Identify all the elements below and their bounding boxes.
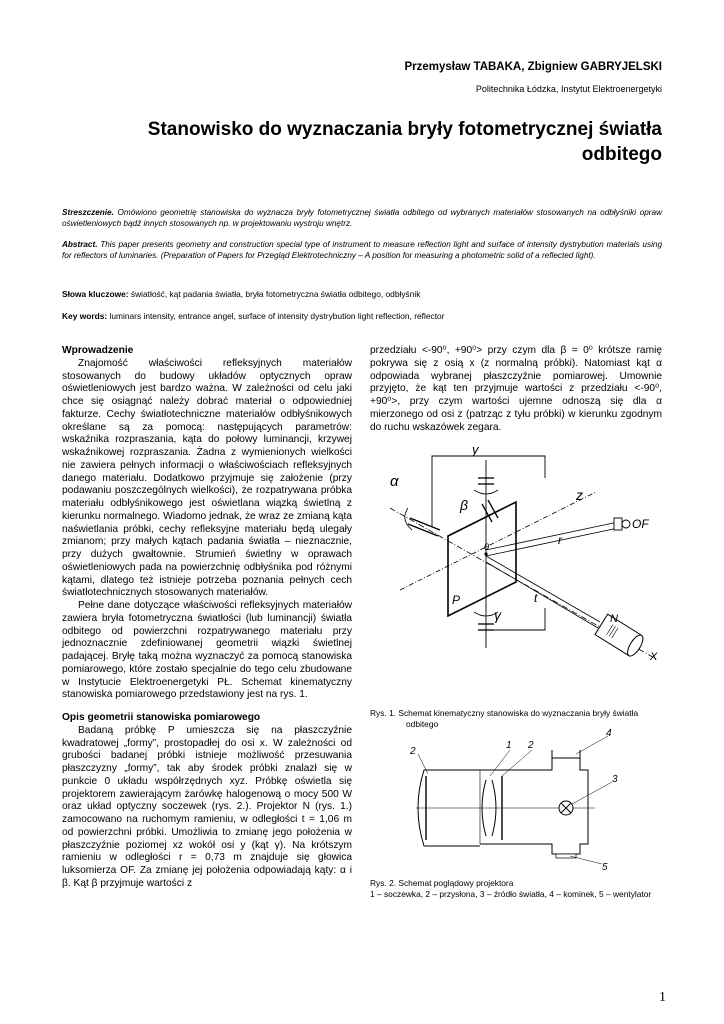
abstract-en-text: This paper presents geometry and construction special type of instrument to measure reflection light and surface of intensity dystrybution materials using for reflectors of luminaries. (Preparation of Papers for Przegląd Elektrotechniczny – A position for measuring a photometric solid of a reflected light). — [62, 240, 663, 260]
right-column-text — [370, 345, 662, 434]
fig2-label-3: 3 — [612, 774, 618, 785]
fig1-label-z: z — [576, 487, 583, 503]
keywords-en-text: luminars intensity, entrance angel, surface of intensity dystrybution light reflection, reflector — [109, 311, 445, 321]
fig1-label-x: X — [650, 651, 658, 663]
keywords-pl-text: światłość, kąt padania światła, bryła fotometryczna światła odbitego, odbłyśnik — [130, 289, 421, 299]
figure-2-caption-label: Rys. 2. — [370, 878, 397, 888]
fig1-label-gamma: γ — [494, 607, 501, 623]
figure-1-caption-text: Schemat kinematyczny stanowiska do wyznaczania bryły światła odbitego — [398, 708, 639, 729]
figure-2-caption-text: Schemat poglądowy projektora — [398, 878, 514, 888]
left-column — [62, 345, 352, 891]
figure-2-projector-schematic — [390, 728, 650, 874]
intro-paragraph-1: Znajomość właściwości refleksyjnych materiałów stosowanych do budowy układów optycznych opraw oświetleniowych jest bardzo ważna. W zależności od celu jaki chce się osiągnąć należy dobrać materiał o odpowiedniej fakturze. Cechy światłotechniczne materiałów odbłyśnikowych określane są za pomocą: następujących parametrów: wskaźnika rozpraszania, kąta do połowy luminancji, krzywej wskaźnikowej rozpraszania. Żadna z wymienionych wielkości nie zawiera pełnych informacji o właściwościach refleksyjnych danego materiału. Dodatkowo przyjmuje się założenie (przy podawaniu poszczególnych wielkości), że rozpatrywana próbka materiału odbłyśnikowego jest oświetlana wiązką świetlną z kierunku normalnego. Wiadomo jednak, że wraz ze zmianą kąta naświetlania próbki, cechy refleksyjne materiału będą ulegały zmianom; przy małych kątach padania światła – nieznacznie, przy dużych gwałtownie. Strumień świetlny w oprawach oświetleniowych pada na powierzchnię odbłyśnika pod różnymi kątami, dlatego też istnieje potrzeba poznania pełnych cech światłotechnicznych stosowanych materiałów. — [62, 357, 352, 599]
abstract-pl-text: Omówiono geometrię stanowiska do wyznacza bryły fotometrycznej światła odbitego od wybranych materiałów stosowanych na odbłyśniki opraw oświetleniowych bądź innych stosowanych np. w projektowaniu wystroju wnętrz. — [62, 208, 662, 228]
figure-2-legend: 1 – soczewka, 2 – przysłona, 3 – źródło światła, 4 – kominek, 5 – wentylator — [370, 888, 652, 899]
fig2-label-4: 4 — [606, 728, 612, 739]
figure-1-caption — [370, 708, 662, 729]
fig2-label-2-left: 2 — [410, 746, 416, 757]
paper-title: Stanowisko do wyznaczania bryły fotometrycznej światła odbitego — [147, 119, 662, 165]
keywords-en — [62, 311, 662, 322]
fig1-label-p: P — [452, 593, 461, 607]
abstract-pl — [62, 208, 662, 229]
abstract-en — [62, 240, 662, 261]
page-number: 1 — [659, 990, 666, 1005]
keywords-pl-label: Słowa kluczowe: — [62, 289, 129, 299]
figure-1-caption-label: Rys. 1. — [370, 708, 397, 718]
fig2-label-1: 1 — [506, 740, 512, 751]
keywords-en-label: Key words: — [62, 311, 108, 321]
intro-paragraph-2: Pełne dane dotyczące właściwości refleksyjnych materiałów zawiera bryła fotometryczna światłości (lub luminancji) światła odbitego od powierzchni rozpatrywanego materiału przy jednoznacznie zdefiniowanej geometrii wiązki świetlnej padającej. Bryłę taką można wyznaczyć za pomocą stanowiska pomiarowego, które zostało specjalnie do tego celu zbudowane w Instytucie Elektroenergetyki PŁ. Schemat kinematyczny stanowiska pomiarowego przedstawiony jest na rys. 1. — [62, 600, 352, 701]
authors: Przemysław TABAKA, Zbigniew GABRYJELSKI — [404, 61, 662, 73]
figure-1-kinematic-schematic — [370, 438, 670, 698]
geometry-paragraph-2: przedziału <-90⁰, +90⁰> przy czym dla β = 0⁰ krótsze ramię pokrywa się z osią x (z normalną próbki). Natomiast kąt α odpowiada wybranej płaszczyźnie pomiarowej. Umownie przyjęto, że kąt ten przyjmuje wartości z przedziału <-90⁰, +90⁰>, przy czym wartości ujemne odnoszą się dla α mierzonego od osi z (patrząc z tyłu próbki) w kierunku zgodnym do ruchu wskazówek zegara. — [370, 345, 662, 433]
figure-2-caption — [370, 878, 662, 899]
fig1-label-r: r — [558, 533, 562, 547]
fig2-label-5: 5 — [602, 862, 608, 873]
abstract-en-label: Abstract. — [62, 240, 98, 249]
section-intro-title: Wprowadzenie — [62, 345, 134, 356]
geometry-paragraph-1: Badaną próbkę P umieszcza się na płaszczyźnie kwadratowej „formy”, prostopadłej do osi x. W zależności od grubości badanej próbki istnieje możliwość przesuwania płaszczyzny „formy”, tak aby środek próbki znalazł się w punkcie 0 układu współrzędnych xyz. Próbkę oświetla się projektorem zawierającym żarówkę halogenową o mocy 500 W oraz układ optyczny soczewek (rys. 2.). Projektor N (rys. 1.) zamocowano na ruchomym ramieniu, w odległości t = 1,06 m od powierzchni próbki. Umożliwia to zmianę jego położenia w płaszczyźnie poziomej xz wokół osi y (kąt γ). Na krótszym ramieniu w odległości r = 0,73 m znajduje się głowica luksomierza OF. Za zmianę jej położenia odpowiadają kąty: α i β. Kąt β przyjmuje wartości z — [62, 724, 352, 889]
fig1-label-alpha: α — [390, 473, 399, 490]
affiliation: Politechnika Łódzka, Instytut Elektroenergetyki — [475, 84, 662, 94]
abstract-pl-label: Streszczenie. — [62, 208, 114, 217]
fig1-label-of: OF — [632, 517, 649, 531]
keywords-pl — [62, 289, 662, 300]
section-geometry-title: Opis geometrii stanowiska pomiarowego — [62, 712, 261, 723]
fig1-label-beta: β — [460, 497, 468, 513]
fig1-label-t: t — [534, 591, 538, 605]
fig2-label-2-right: 2 — [528, 740, 534, 751]
fig1-label-n: N — [610, 613, 618, 625]
fig1-label-zero: 0 — [484, 542, 490, 552]
fig1-label-y: y — [472, 442, 479, 457]
